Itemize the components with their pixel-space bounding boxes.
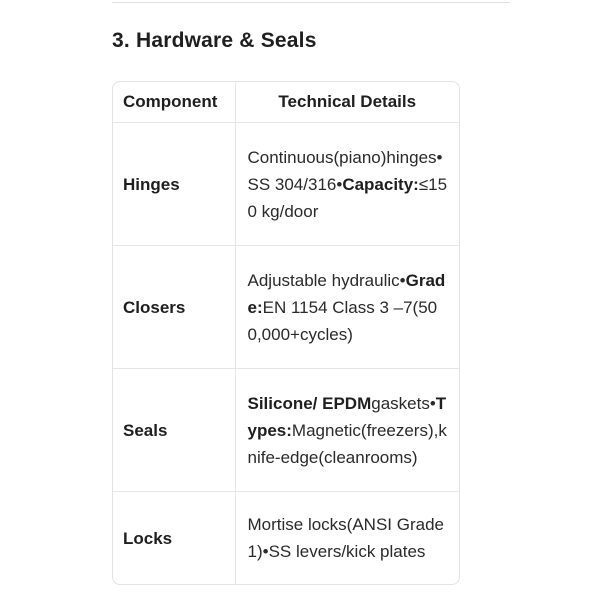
top-divider: [112, 2, 510, 3]
detail-text: gaskets•: [371, 393, 436, 413]
component-cell: Hinges: [123, 174, 180, 194]
details-cell: [235, 492, 459, 585]
table-row: [113, 123, 459, 246]
table-row: [113, 369, 459, 492]
detail-label: Silicone/ EPDM: [247, 393, 372, 413]
detail-text: Mortise locks(ANSI Grade 1)•SS levers/kick plates: [247, 515, 444, 561]
detail-text: Adjustable hydraulic•: [247, 270, 406, 290]
table-row: [113, 492, 459, 585]
detail-label: Capacity:: [342, 174, 419, 194]
table-row: [113, 246, 459, 369]
component-cell: Closers: [113, 246, 235, 369]
detail-label: Grade:: [247, 270, 446, 317]
detail-text: Magnetic(freezers),knife-edge(cleanrooms): [247, 420, 447, 467]
detail-text: Continuous(piano)hinges•SS 304/316•: [247, 147, 443, 194]
table-header-row: [113, 82, 459, 123]
component-cell: Seals: [113, 369, 235, 492]
details-cell: [235, 123, 459, 246]
column-header-component: Component: [113, 82, 235, 123]
hardware-seals-table: [112, 81, 460, 585]
detail-text: EN 1154 Class 3 –7(500,000+cycles): [247, 297, 438, 344]
details-cell: [235, 246, 459, 369]
column-header-technical-details: Technical Details: [235, 82, 459, 123]
detail-text: ≤150 kg/door: [247, 174, 448, 221]
component-cell: Locks: [113, 492, 235, 585]
details-cell: [235, 369, 459, 492]
section-heading: 3. Hardware & Seals: [112, 29, 317, 52]
detail-label: Types:: [247, 393, 447, 440]
